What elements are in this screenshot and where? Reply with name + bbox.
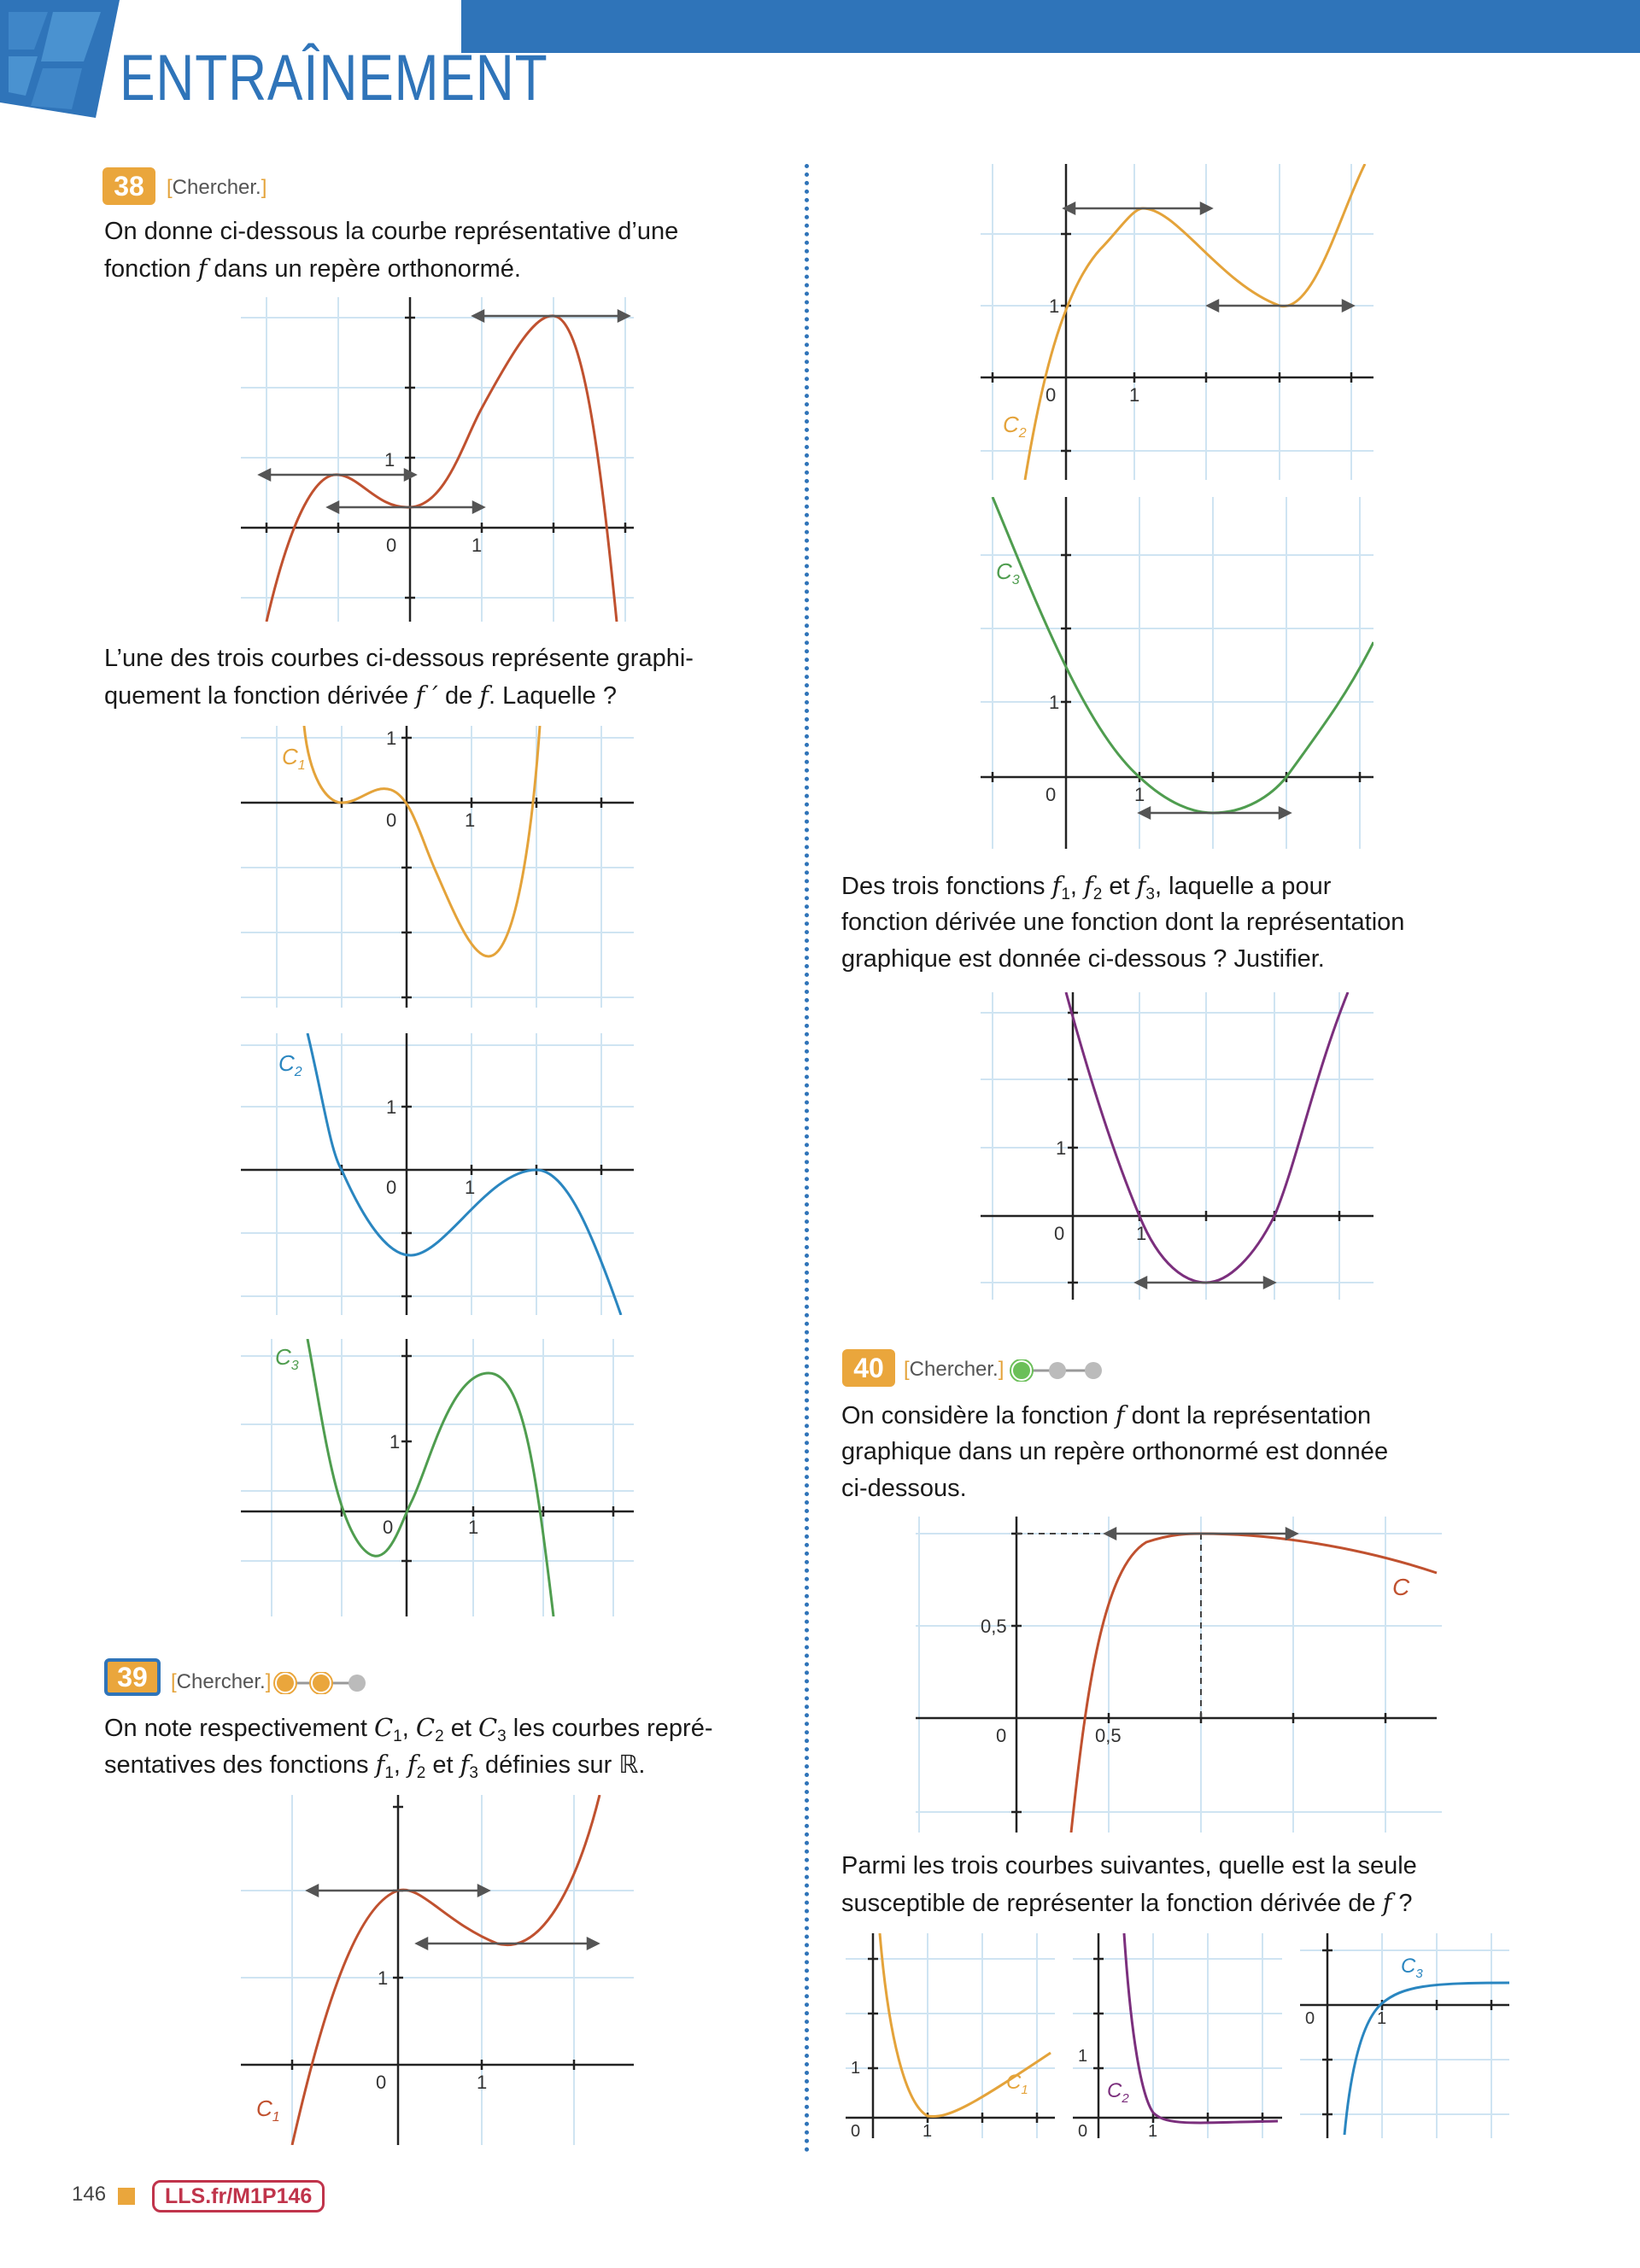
page-title: ENTRAÎNEMENT [120, 42, 548, 114]
graph-ex40-c1-name: $C_1$ [1006, 2071, 1028, 2097]
graph-ex38-f-label-x1: 1 [472, 535, 483, 556]
graph-ex40-c3-name: $C_3$ [1401, 1955, 1423, 1981]
ex39-question-line1: Des trois fonctions $f_1$, $f_2$ et $f_3$, laquelle a pour [841, 871, 1332, 903]
footer-link[interactable]: LLS.fr/M1P146 [152, 2180, 325, 2212]
ex40-question-line1: Parmi les trois courbes suivantes, quelle est la seule [841, 1852, 1417, 1879]
header-logo-pattern [0, 0, 120, 118]
svg-text:1: 1 [465, 810, 476, 831]
exercise-number-40: 40 [842, 1349, 895, 1387]
graph-ex38-c3-name: $C_3$ [275, 1344, 299, 1373]
svg-text:0: 0 [1054, 1223, 1065, 1244]
ex39-text-line2: sentatives des fonctions $f_1$, $f_2$ et $f_3$ définies sur ℝ. [104, 1750, 646, 1782]
exercise-tag-39: [Chercher.] [171, 1670, 272, 1693]
graph-ex38-f-label-0: 0 [386, 535, 397, 556]
svg-text:0: 0 [1046, 384, 1057, 406]
graph-ex38-c1 [241, 726, 634, 1008]
graph-ex38-c1-name: $C_1$ [282, 744, 306, 773]
header-bar [461, 0, 1640, 53]
page-number: 146 [72, 2183, 107, 2206]
svg-text:0: 0 [851, 2122, 861, 2138]
ex39-question-line2: fonction dérivée une fonction dont la représentation [841, 909, 1405, 936]
svg-text:0: 0 [376, 2072, 387, 2093]
ex39-text-line1: On note respectivement $C_1$, $C_2$ et $C_3$ les courbes repré- [104, 1713, 713, 1745]
ex40-text-line2: graphique dans un repère orthonormé est donnée [841, 1438, 1389, 1465]
graph-ex38-c2-name: $C_2$ [278, 1050, 302, 1079]
graph-ex40-c2-name: $C_2$ [1107, 2079, 1129, 2106]
graph-ex39-c3 [981, 497, 1374, 849]
svg-text:1: 1 [477, 2072, 488, 2093]
difficulty-indicator-40 [1010, 1359, 1105, 1382]
svg-text:0: 0 [1078, 2122, 1088, 2138]
svg-text:1: 1 [1377, 2009, 1387, 2028]
svg-text:1: 1 [465, 1177, 476, 1198]
svg-text:1: 1 [1056, 1137, 1067, 1159]
graph-ex38-f [241, 297, 634, 622]
svg-text:0,5: 0,5 [981, 1616, 1007, 1637]
svg-text:0: 0 [1046, 784, 1057, 805]
ex40-text-line3: ci-dessous. [841, 1475, 967, 1502]
svg-text:1: 1 [1049, 295, 1060, 317]
difficulty-indicator-39 [273, 1672, 369, 1694]
ex38-question-line2: quement la fonction dérivée f ′ de f. Laquelle ? [104, 681, 617, 710]
exercise-number-39: 39 [104, 1658, 161, 1696]
graph-ex39-c2-name: $C_2$ [1003, 412, 1027, 441]
svg-text:0: 0 [386, 810, 397, 831]
svg-text:1: 1 [1134, 784, 1145, 805]
exercise-number-38: 38 [102, 167, 155, 205]
ex40-question-line2: susceptible de représenter la fonction dérivée de f ? [841, 1888, 1413, 1917]
graph-ex39-derivative [981, 992, 1374, 1300]
svg-text:1: 1 [386, 1096, 397, 1118]
graph-ex38-c3 [241, 1339, 634, 1616]
exercise-tag-38: [Chercher.] [167, 176, 267, 199]
svg-text:0,5: 0,5 [1095, 1725, 1122, 1746]
graph-ex40-c1 [846, 1933, 1055, 2138]
ex40-text-line1: On considère la fonction f dont la représentation [841, 1400, 1372, 1429]
graph-ex40-c3 [1300, 1933, 1509, 2138]
graph-ex38-f-label-y1: 1 [384, 449, 395, 471]
svg-text:1: 1 [390, 1431, 401, 1453]
graph-ex39-c1 [241, 1795, 634, 2145]
graph-ex39-c3-name: $C_3$ [996, 558, 1020, 587]
exercise-tag-40: [Chercher.] [904, 1358, 1004, 1381]
graph-ex39-c2 [981, 164, 1374, 480]
svg-text:1: 1 [468, 1517, 479, 1538]
svg-text:0: 0 [383, 1517, 394, 1538]
graph-ex40-f [916, 1517, 1442, 1833]
graph-ex40-c2 [1073, 1933, 1282, 2138]
graph-ex38-c2 [241, 1033, 634, 1315]
svg-text:1: 1 [851, 2059, 861, 2078]
svg-text:1: 1 [1136, 1223, 1147, 1244]
svg-text:0: 0 [386, 1177, 397, 1198]
graph-ex39-c1-name: $C_1$ [256, 2096, 280, 2125]
svg-text:1: 1 [1049, 692, 1060, 713]
ex38-intro-line2: fonction f dans un repère orthonormé. [104, 254, 521, 283]
column-divider [805, 164, 809, 2154]
svg-text:0: 0 [1305, 2009, 1315, 2028]
ex39-question-line3: graphique est donnée ci-dessous ? Justifier. [841, 945, 1325, 973]
graph-ex40-f-name: C [1392, 1574, 1410, 1600]
svg-text:1: 1 [1078, 2047, 1088, 2066]
svg-text:1: 1 [1129, 384, 1140, 406]
svg-text:1: 1 [1148, 2122, 1158, 2138]
svg-text:1: 1 [386, 728, 397, 749]
ex38-question-line1: L’une des trois courbes ci-dessous représente graphi- [104, 645, 694, 672]
svg-text:1: 1 [922, 2122, 933, 2138]
svg-text:1: 1 [378, 1967, 389, 1989]
footer-marker [118, 2188, 135, 2205]
ex38-intro-line1: On donne ci-dessous la courbe représentative d’une [104, 218, 679, 245]
svg-text:0: 0 [996, 1725, 1007, 1746]
